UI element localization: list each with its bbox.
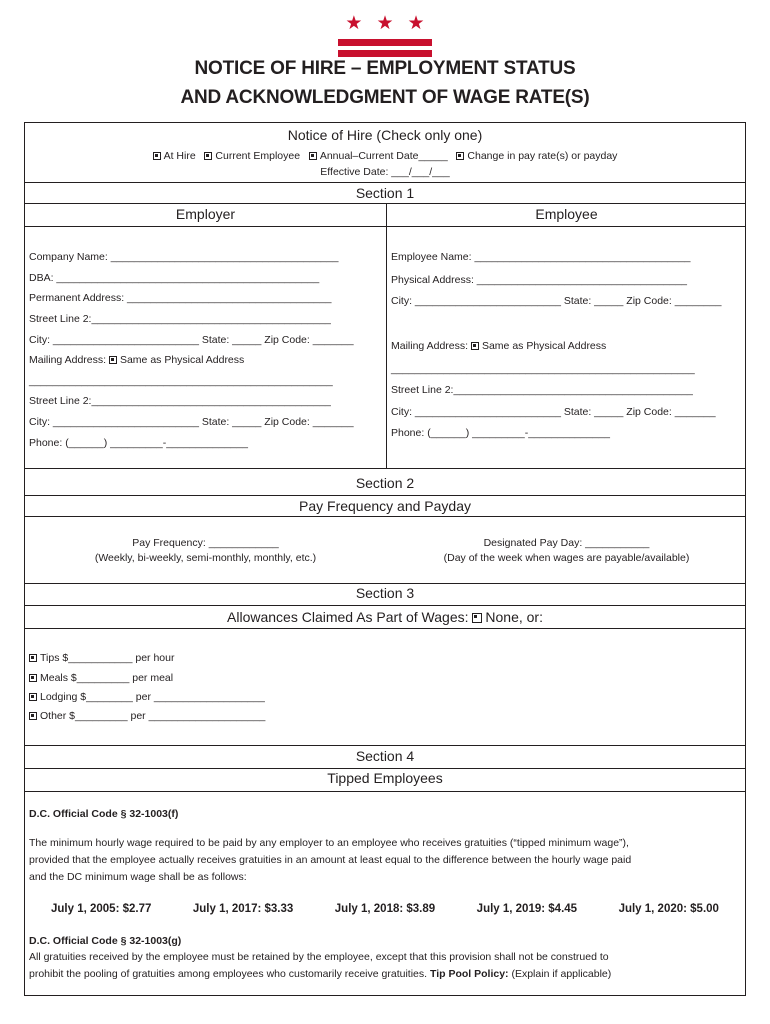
employee-name-field[interactable]: Employee Name: _____________________________________	[391, 251, 691, 263]
divider	[25, 628, 745, 629]
paragraph-line: and the DC minimum wage shall be as follows:	[29, 871, 247, 883]
tipped-wage-paragraph	[29, 835, 631, 886]
code-32-1003g: D.C. Official Code § 32-1003(g)	[29, 935, 182, 947]
allowances-none-option[interactable]: None, or:	[472, 609, 543, 625]
section2-heading: Pay Frequency and Payday	[299, 498, 471, 514]
section4-heading: Tipped Employees	[327, 770, 443, 786]
employer-city-state-zip-field[interactable]: City: _________________________ State: _____ Zip Code: _______	[29, 334, 354, 346]
employer-same-as-physical[interactable]: Same as Physical Address	[109, 354, 244, 366]
divider	[25, 745, 745, 746]
employer-mailing-city-field[interactable]: City: _________________________ State: _____ Zip Code: _______	[29, 416, 354, 428]
divider	[25, 583, 745, 584]
tipped-wage-rates	[25, 903, 745, 915]
effective-date-field[interactable]: Effective Date: ___/___/___	[320, 166, 450, 178]
option-change-pay-rate[interactable]: Change in pay rate(s) or payday	[456, 150, 617, 162]
allowance-other[interactable]: Other $_________ per ____________________	[29, 710, 265, 722]
flag-bar	[338, 39, 432, 46]
notice-options	[25, 150, 745, 162]
allowance-lodging[interactable]: Lodging $________ per ___________________	[29, 691, 265, 703]
employer-mailing-address: Mailing Address: Same as Physical Address	[29, 354, 245, 366]
section3-heading: Allowances Claimed As Part of Wages: None, or:	[227, 609, 543, 625]
paragraph-line: provided that the employee actually receives gratuities in an amount at least equal to the difference between the hourly wage paid	[29, 854, 632, 866]
employee-heading: Employee	[535, 206, 598, 222]
code-32-1003f: D.C. Official Code § 32-1003(f)	[29, 808, 179, 820]
dba-field[interactable]: DBA: _____________________________________________	[29, 272, 320, 284]
pay-day-note: (Day of the week when wages are payable/available)	[443, 552, 690, 564]
flag-stars	[338, 14, 432, 34]
checkbox-icon	[472, 613, 482, 623]
employee-street2-field[interactable]: Street Line 2:_________________________________________	[391, 384, 693, 396]
designated-pay-day-field[interactable]: Designated Pay Day: ___________	[483, 537, 650, 549]
tip-pool-policy-label: Tip Pool Policy:	[429, 968, 509, 980]
divider	[25, 226, 745, 227]
checkbox-icon	[109, 356, 117, 364]
divider	[25, 468, 745, 469]
star-icon: ★	[407, 13, 425, 34]
form-frame	[24, 122, 746, 996]
page-title-line2: AND ACKNOWLEDGMENT OF WAGE RATE(S)	[180, 87, 590, 108]
checkbox-icon	[29, 712, 37, 720]
employee-same-as-physical[interactable]: Same as Physical Address	[471, 340, 606, 352]
checkbox-icon	[204, 152, 212, 160]
rate-2019: July 1, 2019: $4.45	[476, 903, 578, 915]
employer-phone-field[interactable]: Phone: (______) _________-______________	[29, 437, 248, 449]
section3-label: Section 3	[355, 585, 415, 601]
checkbox-icon	[153, 152, 161, 160]
rate-2005: July 1, 2005: $2.77	[51, 903, 152, 915]
notice-heading: Notice of Hire (Check only one)	[287, 127, 483, 143]
section2-label: Section 2	[355, 475, 415, 491]
divider	[25, 203, 745, 204]
divider	[25, 182, 745, 183]
employer-heading: Employer	[175, 206, 236, 222]
physical-address-field[interactable]: Physical Address: ____________________________________	[391, 274, 688, 286]
checkbox-icon	[29, 693, 37, 701]
option-current-employee[interactable]: Current Employee	[204, 150, 300, 162]
section1-label: Section 1	[355, 185, 415, 201]
company-name-field[interactable]: Company Name: _______________________________________	[29, 251, 339, 263]
column-divider	[386, 203, 387, 468]
option-at-hire[interactable]: At Hire	[153, 150, 196, 162]
gratuities-paragraph	[29, 949, 611, 983]
dc-flag-logo	[338, 14, 432, 57]
checkbox-icon	[29, 674, 37, 682]
rate-2017: July 1, 2017: $3.33	[192, 903, 294, 915]
star-icon: ★	[345, 13, 363, 34]
divider	[25, 768, 745, 769]
employer-mailing-line-field[interactable]: ____________________________________________________	[29, 375, 333, 387]
checkbox-icon	[309, 152, 317, 160]
pay-frequency-note: (Weekly, bi-weekly, semi-monthly, monthly, etc.)	[94, 552, 317, 564]
permanent-address-field[interactable]: Permanent Address: ___________________________________	[29, 292, 332, 304]
rate-2020: July 1, 2020: $5.00	[618, 903, 719, 915]
allowance-tips[interactable]: Tips $___________ per hour	[29, 652, 174, 664]
employee-mailing-address: Mailing Address: Same as Physical Address	[391, 340, 607, 352]
paragraph-line: prohibit the pooling of gratuities among employees who customarily receive gratuities. Tip Pool Policy: (Explain if applicable)	[29, 968, 612, 980]
divider	[25, 516, 745, 517]
divider	[25, 791, 745, 792]
rate-2018: July 1, 2018: $3.89	[334, 903, 436, 915]
employer-street2-field[interactable]: Street Line 2:_________________________________________	[29, 313, 331, 325]
employee-mailing-line-field[interactable]: ____________________________________________________	[391, 363, 695, 375]
pay-frequency-field[interactable]: Pay Frequency: ____________	[132, 537, 279, 549]
paragraph-line: All gratuities received by the employee must be retained by the employee, except that this provision shall not be construed to	[29, 951, 609, 963]
star-icon: ★	[376, 13, 394, 34]
option-annual-current-date[interactable]: Annual–Current Date_____	[309, 150, 448, 162]
checkbox-icon	[29, 654, 37, 662]
section4-label: Section 4	[355, 748, 415, 764]
paragraph-line: The minimum hourly wage required to be paid by any employer to an employee who receives gratuities (“tipped minimum wage”),	[29, 837, 629, 849]
employee-city-state-zip-field[interactable]: City: _________________________ State: _____ Zip Code: ________	[391, 295, 722, 307]
employee-mailing-city-field[interactable]: City: _________________________ State: _____ Zip Code: _______	[391, 406, 716, 418]
page-title-line1: NOTICE OF HIRE – EMPLOYMENT STATUS	[194, 58, 576, 79]
divider	[25, 605, 745, 606]
divider	[25, 495, 745, 496]
checkbox-icon	[471, 342, 479, 350]
allowance-meals[interactable]: Meals $_________ per meal	[29, 672, 173, 684]
flag-bar	[338, 50, 432, 57]
employee-phone-field[interactable]: Phone: (______) _________-______________	[391, 427, 610, 439]
checkbox-icon	[456, 152, 464, 160]
employer-mailing-street2-field[interactable]: Street Line 2:_________________________________________	[29, 395, 331, 407]
